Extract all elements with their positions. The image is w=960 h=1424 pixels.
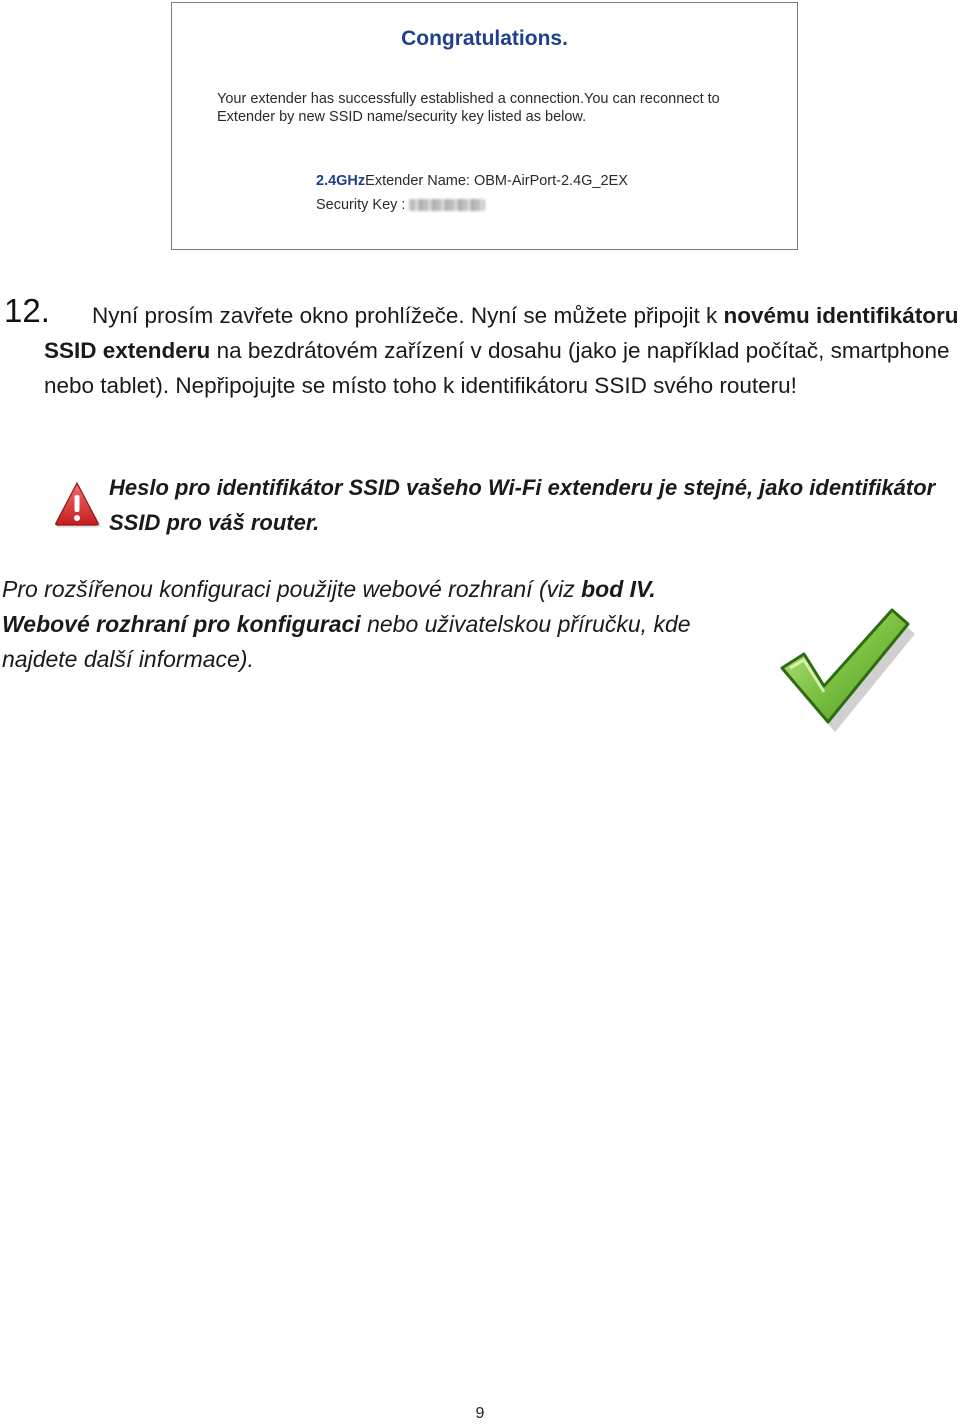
warning-triangle-icon bbox=[53, 481, 101, 529]
extender-name-value: OBM-AirPort-2.4G_2EX bbox=[473, 173, 628, 189]
band-label: 2.4GHz bbox=[316, 173, 366, 189]
note-text-1: Pro rozšířenou konfiguraci použijte webové rozhraní (viz bbox=[2, 576, 582, 602]
security-key-blurred bbox=[409, 199, 485, 211]
step-paragraph bbox=[44, 298, 960, 403]
step-number: 12. bbox=[4, 292, 50, 329]
checkmark-icon bbox=[776, 606, 916, 734]
step-text-2: na bezdrátovém zařízení v dosahu (jako je například počítač, smartphone nebo tablet). Nepřipojujte se místo toho k identifikátoru SSID svého routeru! bbox=[44, 338, 950, 398]
extender-name-label: Extender Name: bbox=[365, 173, 474, 189]
success-screenshot bbox=[171, 2, 798, 250]
note-text-2: nebo uživatelskou příručku, kde najdete další informace). bbox=[2, 611, 691, 672]
success-message: Your extender has successfully established a connection.You can reconnect to Extender by new SSID name/security key listed as below. bbox=[217, 91, 720, 125]
note-text-bold: bod IV. Webové rozhraní pro konfiguraci bbox=[2, 576, 656, 637]
warning-text: Heslo pro identifikátor SSID vašeho Wi-Fi extenderu je stejné, jako identifikátor SSID pro váš router. bbox=[109, 475, 936, 535]
security-key-line bbox=[316, 197, 485, 213]
page-number: 9 bbox=[475, 1405, 485, 1422]
security-key-label: Security Key : bbox=[316, 197, 406, 213]
step-text-1: Nyní prosím zavřete okno prohlížeče. Nyní se můžete připojit k bbox=[92, 303, 724, 328]
step-text-bold: novému identifikátoru SSID extenderu bbox=[44, 303, 959, 363]
congratulations-title: Congratulations. bbox=[401, 27, 568, 50]
extender-name-line bbox=[316, 173, 628, 189]
note-paragraph bbox=[2, 572, 702, 677]
